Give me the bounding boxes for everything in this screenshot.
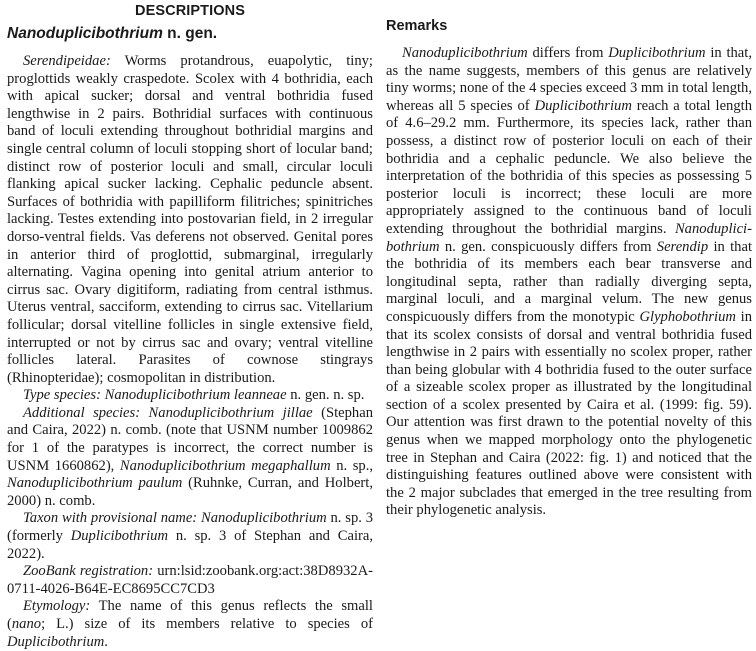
etymology-term: nano <box>11 616 42 632</box>
remarks-text: in that the bothridia of its members each bear transverse and longitudinal septa, rather than radially diverging septa, marginal loculi, and a marginal velum. The new genus conspicuously differs from the monotypic <box>386 238 752 325</box>
remarks-text: n. gen. conspicuously differs from <box>439 238 657 255</box>
etymology-text: . <box>104 633 108 650</box>
type-species-paragraph <box>7 387 373 405</box>
zoobank-lsid: urn:lsid:zoobank.org:act:38D8932A-0711-4026-B64E-EC8695CC7CD3 <box>7 563 373 597</box>
diagnosis-label: Serendipeidae: <box>23 53 111 69</box>
additional-species-label: Additional species: Nanoduplicibothrium jillae <box>23 404 313 421</box>
genus-heading <box>7 25 217 43</box>
etymology-text: ; L.) size of its members relative to species of <box>41 616 373 632</box>
provisional-taxon-paragraph <box>7 510 373 563</box>
remarks-text: reach a total length of 4.6–29.2 mm. Furthermore, its species lack, rather than possess, a distinct row of posterior loculi on each of their bothridia and a cephalic peduncle. We also believe the interpretation of the bothridia of this species as possessing 5 posterior loculi is incorrect; these loculi are more appropriately assigned to the continuous band of loculi extending throughout the bothridial margins. <box>386 97 752 237</box>
diagnosis-paragraph <box>7 53 373 387</box>
species-paulum: Nanoduplicibothrium paulum <box>7 475 183 492</box>
remarks-body <box>386 45 752 520</box>
etymology-paragraph <box>7 598 373 651</box>
etymology-label: Etymology: <box>23 598 91 615</box>
remarks-paragraph <box>386 45 752 520</box>
remarks-text: differs from <box>527 45 609 61</box>
remarks-text: in that its scolex consists of dorsal and ventral bothridia fused lengthwise in 2 pairs with essentially no scolex proper, rather than being globular with 4 bothridia fused to the outer surface of a sizeable scolex proper as illustrated by the longitudinal section of a scolex presented by Caira et al. (1999: fig. 59). Our attention was first drawn to the potential novelty of this genus when we mapped morphology onto the phylogenetic tree in Stephan and Caira (2022: fig. 1) and noticed that the distinguishing features outlined above were consistent with the 2 major subclades that emerged in the tree resulting from their phylogenetic analysis. <box>386 308 753 519</box>
additional-species-paragraph <box>7 405 373 511</box>
genus-duplicibothrium: Duplicibothrium <box>534 97 632 114</box>
remarks-heading: Remarks <box>386 18 448 34</box>
type-species-label: Type species: Nanoduplicibothrium leanneae <box>23 387 287 404</box>
genus-duplicibothrium: Duplicibothrium <box>608 45 706 61</box>
zoobank-label: ZooBank registration: <box>23 563 154 580</box>
additional-species-text: (Stephan and Caira, 2022) n. comb. (note that USNM number 1009862 for 1 of the paratypes is incorrect, the correct number is USNM 1660862), <box>7 404 373 474</box>
diagnosis-text: Worms protandrous, euapolytic, tiny; proglottids weakly craspedote. Scolex with 4 bothridia, each with apical sucker; dorsal and ventral bothridia fused lengthwise in 2 pairs. Bothridial surfaces with continuous band of loculi extending throughout bothridial margins and single central column of loculi stopping short of locular band; distinct row of posterior loculi and small, circular loculi flanking apical sucker lacking. Cephalic peduncle absent. Surfaces of bothridia with papilliform filitriches; spinitriches lacking. Testes extending into postovarian field, in 2 irregular dorso-ventral fields. Vas deferens not observed. Genital pores in anterior third of proglottid, submarginal, irregularly alternating. Vagina opening into genital atrium anterior to cirrus sac. Ovary digitiform, radiating from central isthmus. Uterus ventral, sacciform, extending to cirrus sac. Vitellarium follicular; dorsal vitelline follicles in single extensive field, interrupted or not by cirrus sac and ovary; ventral vitelline follicles lateral. Parasites of cownose stingrays (Rhinopteridae); cosmopolitan in distribution. <box>7 53 373 386</box>
genus-nanoduplicibothrium: Nanoduplicibothrium <box>386 220 752 255</box>
type-species-text: n. gen. n. sp. <box>286 387 365 404</box>
additional-species-text: n. sp., <box>330 457 373 474</box>
etymology-text: The name of this genus reflects the small ( <box>7 598 373 632</box>
provisional-taxon-label: Taxon with provisional name: Nanoduplicibothrium <box>23 510 327 527</box>
genus-serendip: Serendip <box>656 238 709 255</box>
additional-species-text: (Ruhnke, Curran, and Holbert, 2000) n. comb. <box>7 475 373 509</box>
genus-suffix: n. gen. <box>162 25 218 42</box>
genus-duplicibothrium: Duplicibothrium <box>70 528 169 545</box>
species-megaphallum: Nanoduplicibothrium megaphallum <box>119 457 331 474</box>
genus-name: Nanoduplicibothrium <box>7 25 163 42</box>
genus-nanoduplicibothrium: Nanoduplicibothrium <box>402 45 528 61</box>
genus-duplicibothrium: Duplicibothrium <box>7 633 105 650</box>
genus-glyphobothrium: Glyphobothrium <box>639 308 736 325</box>
provisional-taxon-text: n. sp. 3 of Stephan and Caira, 2022). <box>7 528 373 562</box>
provisional-taxon-text: n. sp. 3 (formerly <box>7 510 374 545</box>
zoobank-paragraph <box>7 563 373 598</box>
remarks-text: in that, as the name suggests, members of this genus are relatively tiny worms; none of the 4 species exceed 3 mm in total length, whereas all 5 species of <box>386 45 752 114</box>
description-body <box>7 53 373 651</box>
section-title: DESCRIPTIONS <box>135 3 245 19</box>
